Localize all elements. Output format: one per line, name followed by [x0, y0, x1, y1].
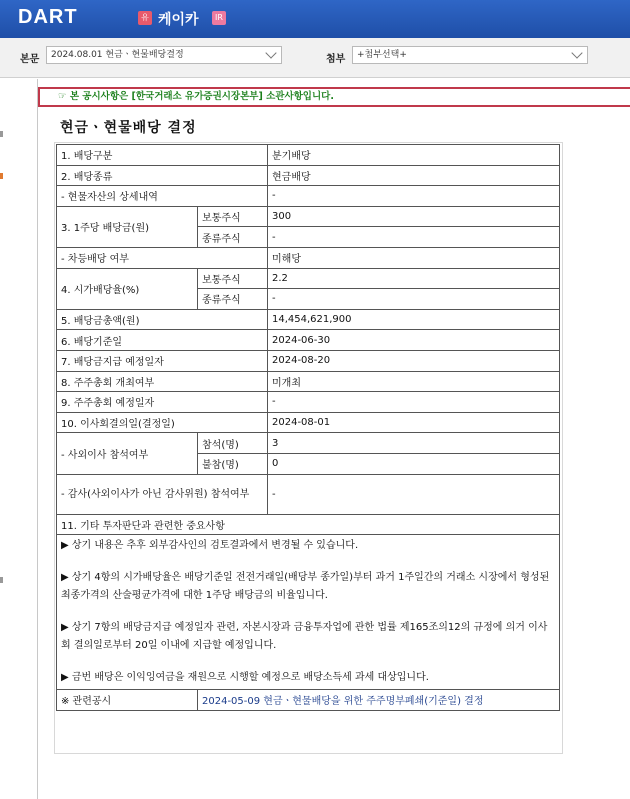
note-paragraph: ▶ 상기 7항의 배당금지급 예정일자 관련, 자본시장과 금융투자업에 관한 법률 제165조의12의 규정에 의거 이사회 결의일로부터 20일 이내에 지급할 예정입니다.	[61, 622, 548, 652]
ir-badge[interactable]: IR	[212, 11, 226, 25]
note-paragraph: ▶ 금번 배당은 이익잉여금을 재원으로 시행할 예정으로 배당소득세 과세 대상입니다.	[61, 672, 429, 684]
row-value: 0	[268, 453, 560, 474]
chevron-down-icon	[571, 47, 582, 58]
row-label: 7. 배당금지급 예정일자	[57, 350, 268, 371]
note-paragraph: ▶ 상기 4항의 시가배당율은 배당기준일 전전거래일(배당부 종가일)부터 과거 1주일간의 거래소 시장에서 형성된 최종가격의 산술평균가격에 대한 1주당 배당금의 비율입니다.	[61, 572, 550, 602]
table-row	[57, 268, 560, 289]
table-row	[57, 474, 560, 514]
chevron-down-icon	[265, 47, 276, 58]
row-label: 2. 배당종류	[57, 165, 268, 186]
panel-tick	[0, 131, 3, 137]
row-label: - 차등배당 여부	[57, 247, 268, 268]
row-label: 8. 주주총회 개최여부	[57, 371, 268, 392]
table-row	[57, 247, 560, 268]
row-value: -	[268, 186, 560, 207]
row-sublabel: 보통주식	[198, 206, 268, 227]
table-row	[57, 206, 560, 227]
table-row	[57, 165, 560, 186]
document-selector-bar	[0, 38, 630, 78]
table-row	[57, 371, 560, 392]
row-value: 2.2	[268, 268, 560, 289]
row-value: 분기배당	[268, 145, 560, 166]
table-row	[57, 535, 560, 690]
row-value: 2024-06-30	[268, 330, 560, 351]
table-row	[57, 433, 560, 454]
row-label: 11. 기타 투자판단과 관련한 중요사항	[57, 514, 560, 535]
row-value: 2024-08-20	[268, 350, 560, 371]
yu-badge: 유	[138, 11, 152, 25]
row-label: 3. 1주당 배당금(원)	[57, 206, 198, 247]
table-row	[57, 690, 560, 711]
table-row	[57, 514, 560, 535]
top-header	[0, 0, 630, 38]
related-label: ※ 관련공시	[57, 690, 198, 711]
dividend-table	[56, 144, 560, 711]
document-title: 현금ㆍ현물배당 결정	[60, 120, 197, 136]
attach-select-value: +첨부선택+	[357, 50, 407, 60]
doc-select-value: 2024.08.01 현금ㆍ현물배당결정	[51, 50, 184, 60]
company-name[interactable]: 케이카	[158, 12, 199, 28]
row-sublabel: 보통주식	[198, 268, 268, 289]
table-row	[57, 350, 560, 371]
table-row	[57, 330, 560, 351]
logo-text: DART	[18, 6, 78, 28]
row-label: 6. 배당기준일	[57, 330, 268, 351]
attach-select-label: 첨부	[326, 54, 346, 65]
attach-select[interactable]	[352, 46, 588, 64]
row-label: - 현물자산의 상세내역	[57, 186, 268, 207]
row-value: -	[268, 289, 560, 310]
row-label: - 사외이사 참석여부	[57, 433, 198, 474]
doc-select-label: 본문	[20, 54, 40, 65]
table-row	[57, 186, 560, 207]
row-value: 미개최	[268, 371, 560, 392]
row-value: 14,454,621,900	[268, 309, 560, 330]
row-value: 3	[268, 433, 560, 454]
table-row	[57, 145, 560, 166]
row-label: - 감사(사외이사가 아닌 감사위원) 참석여부	[57, 474, 268, 514]
note-paragraph: ▶ 상기 내용은 추후 외부감사인의 검토결과에서 변경될 수 있습니다.	[61, 540, 359, 552]
related-disclosure-link[interactable]: 2024-05-09 현금ㆍ현물배당을 위한 주주명부폐쇄(기준일) 결정	[198, 690, 560, 711]
row-label: 5. 배당금총액(원)	[57, 309, 268, 330]
panel-tick	[0, 577, 3, 583]
panel-tick	[0, 173, 3, 179]
row-label: 1. 배당구분	[57, 145, 268, 166]
dart-logo[interactable]	[18, 6, 78, 29]
row-label: 10. 이사회결의일(결정일)	[57, 412, 268, 433]
row-value: -	[268, 474, 560, 514]
table-row	[57, 392, 560, 413]
jurisdiction-notice: ☞ 본 공시사항은 [한국거래소 유가증권시장본부] 소관사항입니다.	[38, 87, 630, 107]
row-value: -	[268, 227, 560, 248]
doc-select[interactable]	[46, 46, 282, 64]
row-sublabel: 종류주식	[198, 289, 268, 310]
row-sublabel: 참석(명)	[198, 433, 268, 454]
row-label: 4. 시가배당율(%)	[57, 268, 198, 309]
row-sublabel: 불참(명)	[198, 453, 268, 474]
notes-cell	[57, 535, 560, 690]
row-value: 300	[268, 206, 560, 227]
left-panel-edge	[0, 79, 38, 799]
table-row	[57, 412, 560, 433]
row-value: 미해당	[268, 247, 560, 268]
row-value: 현금배당	[268, 165, 560, 186]
row-value: -	[268, 392, 560, 413]
row-sublabel: 종류주식	[198, 227, 268, 248]
table-row	[57, 309, 560, 330]
row-label: 9. 주주총회 예정일자	[57, 392, 268, 413]
row-value: 2024-08-01	[268, 412, 560, 433]
